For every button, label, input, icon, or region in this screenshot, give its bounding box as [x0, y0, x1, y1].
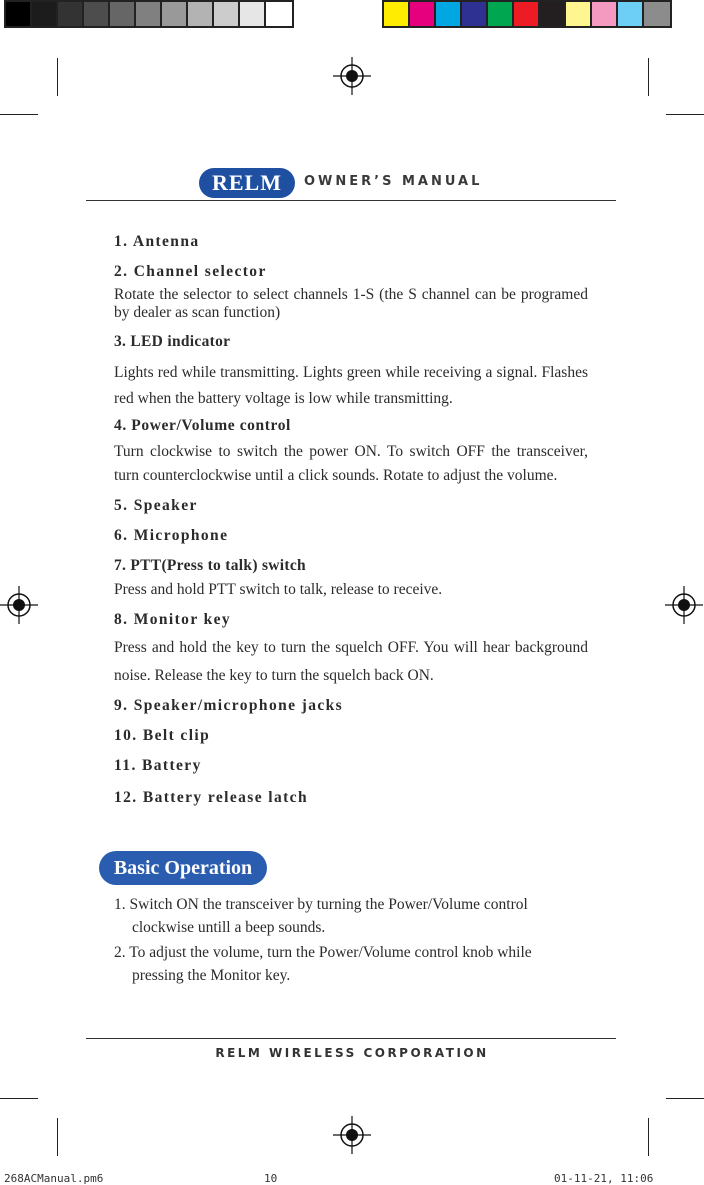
item-heading: 5. Speaker [114, 497, 198, 514]
step-line: pressing the Monitor key. [132, 967, 291, 984]
crop-mark [57, 58, 58, 96]
step-line: 1. Switch ON the transceiver by turning the Power/Volume control [114, 896, 528, 913]
color-swatch [6, 2, 32, 26]
registration-mark-icon [665, 586, 703, 624]
crop-mark [666, 114, 704, 115]
item-heading: 8. Monitor key [114, 611, 232, 628]
color-swatch [644, 2, 670, 26]
color-swatch [566, 2, 592, 26]
item-heading: 4. Power/Volume control [114, 417, 291, 434]
color-swatch [240, 2, 266, 26]
list-item [114, 893, 594, 939]
registration-mark-icon [0, 586, 38, 624]
crop-mark [666, 1098, 704, 1099]
step-line: clockwise untill a beep sounds. [132, 919, 326, 936]
color-swatch [592, 2, 618, 26]
color-swatch [410, 2, 436, 26]
footer-rule [86, 1038, 616, 1039]
item-heading: 7. PTT(Press to talk) switch [114, 557, 306, 574]
header-rule [86, 200, 616, 201]
item-description: Press and hold the key to turn the squelch OFF. You will hear background noise. Release the key to turn the squelch back ON. [114, 639, 588, 684]
registration-mark-icon [333, 57, 371, 95]
slug-filename: 268ACManual.pm6 [4, 1172, 104, 1185]
color-swatch [136, 2, 162, 26]
color-swatch [618, 2, 644, 26]
color-swatch [514, 2, 540, 26]
relm-logo [199, 168, 295, 198]
component-list [114, 232, 588, 808]
process-color-bar [382, 0, 672, 28]
crop-mark [57, 1118, 58, 1156]
item-description: Lights red while transmitting. Lights green while receiving a signal. Flashes red when the battery voltage is low while transmitting. [114, 364, 588, 407]
step-line: 2. To adjust the volume, turn the Power/Volume control knob while [114, 944, 532, 961]
logo-text: RELM [212, 170, 282, 195]
item-description: Turn clockwise to switch the power ON. To switch OFF the transceiver, turn counterclockwise until a click sounds. Rotate to adjust the volume. [114, 443, 588, 484]
footer-company: RELM WIRELESS CORPORATION [215, 1046, 489, 1060]
crop-mark [0, 1098, 38, 1099]
grayscale-color-bar [4, 0, 294, 28]
color-swatch [462, 2, 488, 26]
basic-operation-steps [114, 893, 594, 989]
color-swatch [162, 2, 188, 26]
item-heading: 11. Battery [114, 757, 202, 774]
color-swatch [214, 2, 240, 26]
item-heading: 12. Battery release latch [114, 789, 308, 806]
item-heading: 9. Speaker/microphone jacks [114, 697, 344, 714]
list-item [114, 941, 594, 987]
item-description: Press and hold PTT switch to talk, release to receive. [114, 581, 443, 598]
color-swatch [58, 2, 84, 26]
item-heading: 6. Microphone [114, 527, 229, 544]
basic-operation-badge [99, 851, 267, 885]
color-swatch [540, 2, 566, 26]
slug-timestamp: 01-11-21, 11:06 [554, 1172, 654, 1185]
page-title: OWNER’S MANUAL [304, 174, 483, 189]
item-description: Rotate the selector to select channels 1-S (the S channel can be programed by dealer as scan function) [114, 286, 588, 321]
crop-mark [648, 1118, 649, 1156]
color-swatch [84, 2, 110, 26]
item-heading: 3. LED indicator [114, 333, 231, 350]
color-swatch [32, 2, 58, 26]
color-swatch [266, 2, 292, 26]
crop-mark [648, 58, 649, 96]
color-swatch [384, 2, 410, 26]
registration-mark-icon [333, 1116, 371, 1154]
section-title: Basic Operation [113, 856, 253, 879]
color-swatch [188, 2, 214, 26]
item-heading: 10. Belt clip [114, 727, 211, 744]
item-heading: 1. Antenna [114, 233, 200, 250]
item-heading: 2. Channel selector [114, 263, 267, 280]
crop-mark [0, 114, 38, 115]
slug-page-number: 10 [264, 1172, 278, 1185]
color-swatch [110, 2, 136, 26]
color-swatch [488, 2, 514, 26]
color-swatch [436, 2, 462, 26]
